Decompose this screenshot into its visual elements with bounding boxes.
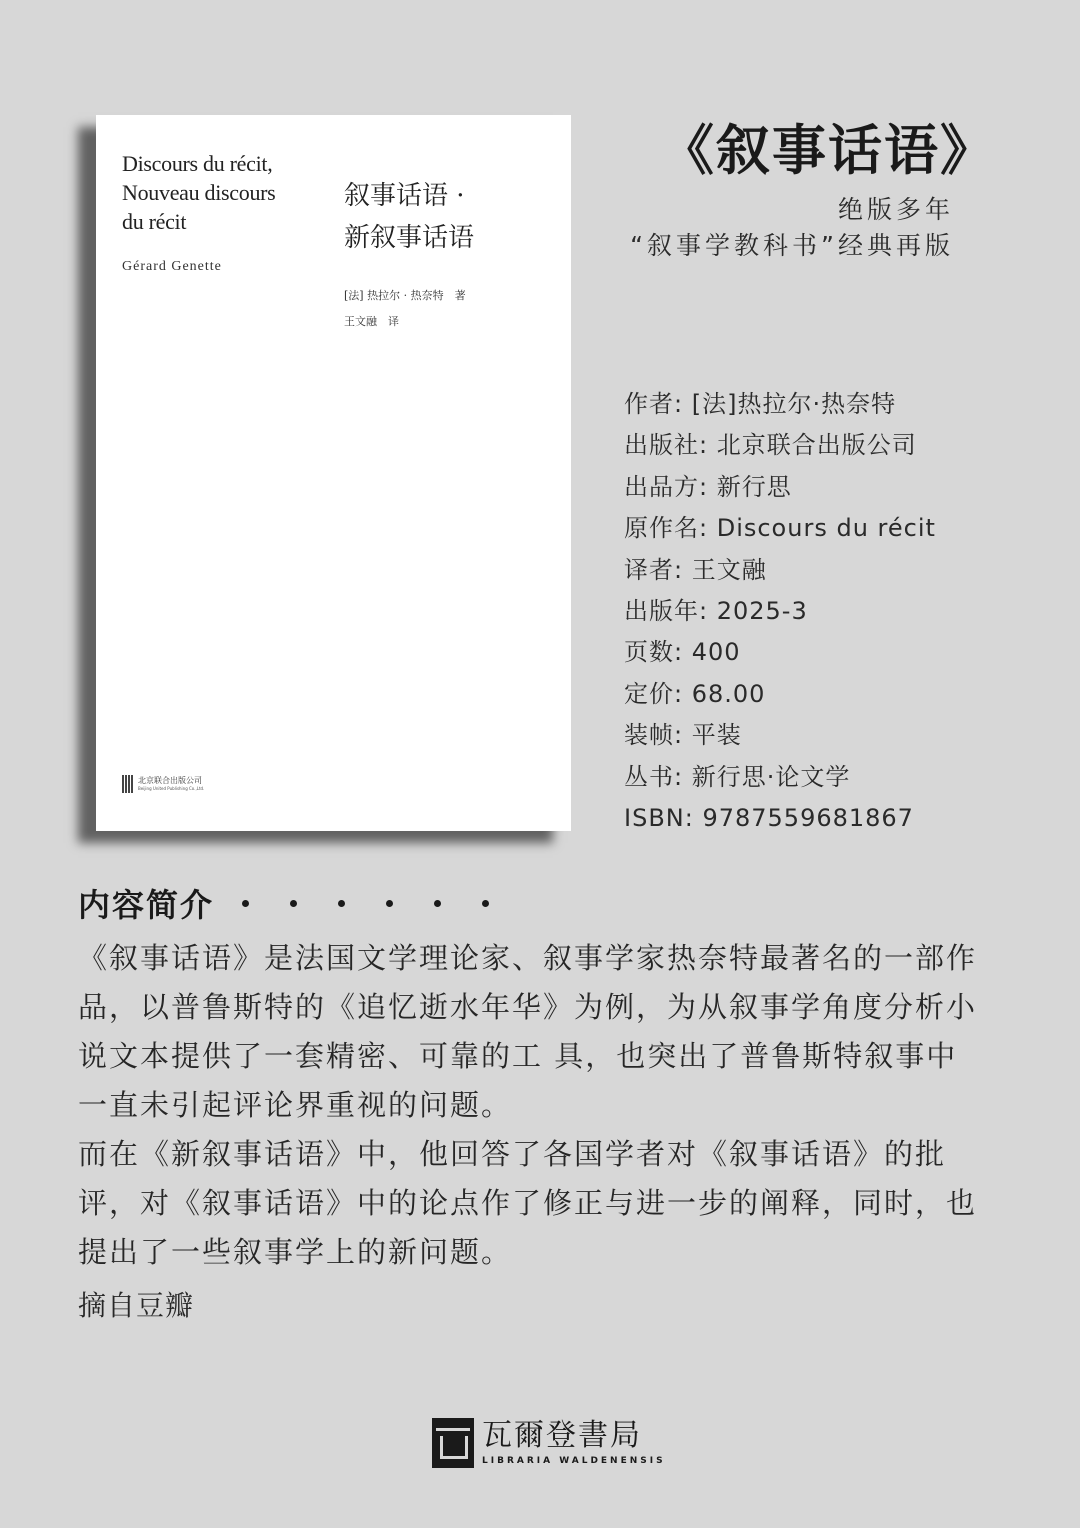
- intro-title: 内容简介: [78, 886, 215, 924]
- dot-icon: [482, 900, 489, 907]
- book-metadata: [624, 384, 1044, 839]
- cover-publisher-name: 北京联合出版公司: [138, 776, 202, 785]
- cover-french-title: [122, 149, 322, 236]
- bookstore-mark-icon: [432, 1418, 474, 1468]
- cover-publisher-logo: [122, 775, 204, 793]
- dot-icon: [290, 900, 297, 907]
- cover-chinese-title-line: 叙事话语 ·: [344, 181, 465, 211]
- intro-source: 摘自豆瓣: [78, 1289, 195, 1322]
- meta-original-title: 原作名: Discours du récit: [624, 514, 936, 543]
- publisher-mark-icon: [122, 775, 134, 793]
- decorative-dots: [242, 900, 530, 907]
- meta-binding: 装帧: 平装: [624, 721, 742, 750]
- cover-chinese-title: [344, 175, 474, 259]
- bookstore-name: 瓦爾登書局: [482, 1418, 642, 1453]
- meta-publish-year: 出版年: 2025-3: [624, 596, 808, 625]
- bookstore-name-latin: LIBRARIA WALDENENSIS: [482, 1456, 666, 1466]
- cover-french-title-line: du récit: [122, 209, 187, 234]
- dot-icon: [338, 900, 345, 907]
- meta-producer: 出品方: 新行思: [624, 472, 792, 501]
- cover-chinese-title-line: 新叙事话语: [344, 223, 475, 253]
- dot-icon: [386, 900, 393, 907]
- intro-paragraph: 而在《新叙事话语》中，他回答了各国学者对《叙事话语》的批评，对《叙事话语》中的论点作了修正与进一步的阐释，同时，也提出了一些叙事学上的新问题。: [78, 1137, 978, 1269]
- meta-translator: 译者: 王文融: [624, 555, 767, 584]
- cover-french-author: Gérard Genette: [122, 259, 222, 274]
- book-cover: [96, 115, 571, 831]
- intro-description: [78, 934, 978, 1277]
- tagline-out-of-print: 绝版多年: [837, 195, 954, 224]
- book-title: 《叙事话语》: [660, 119, 996, 182]
- intro-heading: [78, 880, 530, 926]
- meta-series: 丛书: 新行思·论文学: [624, 762, 851, 791]
- meta-price: 定价: 68.00: [624, 679, 766, 708]
- dot-icon: [242, 900, 249, 907]
- cover-french-title-line: Discours du récit,: [122, 151, 273, 176]
- meta-author: 作者: [法]热拉尔·热奈特: [624, 390, 897, 418]
- dot-icon: [434, 900, 441, 907]
- meta-isbn: ISBN: 9787559681867: [624, 803, 914, 832]
- bookstore-logo: [432, 1418, 666, 1468]
- meta-publisher: 出版社: 北京联合出版公司: [624, 431, 917, 460]
- tagline-classic-reissue: “叙事学教科书”经典再版: [630, 231, 954, 260]
- intro-paragraph: 《叙事话语》是法国文学理论家、叙事学家热奈特最著名的一部作品，以普鲁斯特的《追忆逝水年华》为例，为从叙事学角度分析小说文本提供了一套精密、可靠的工 具，也突出了普鲁斯特叙事中一直未引起评论界重视的问题。: [78, 941, 978, 1122]
- cover-author-credit: [法] 热拉尔 · 热奈特 著: [344, 289, 466, 302]
- cover-french-title-line: Nouveau discours: [122, 180, 276, 205]
- cover-translator-credit: 王文融 译: [344, 315, 399, 328]
- cover-publisher-name-en: Beijing United Publishing Co.,Ltd.: [138, 786, 205, 791]
- meta-pages: 页数: 400: [624, 638, 741, 667]
